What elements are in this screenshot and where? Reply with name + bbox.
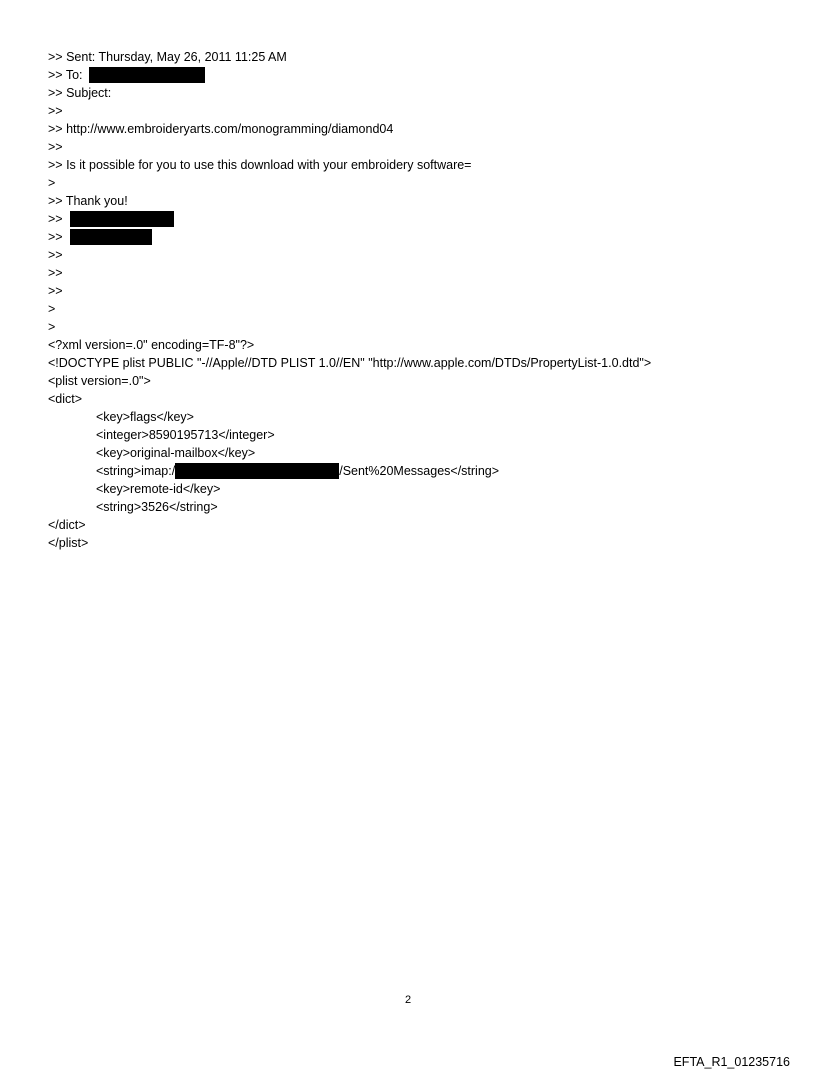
quote-line: > bbox=[48, 176, 56, 190]
dict-close-tag: </dict> bbox=[48, 518, 86, 532]
url-line: >> http://www.embroideryarts.com/monogramming/diamond04 bbox=[48, 122, 394, 136]
bates-number: EFTA_R1_01235716 bbox=[673, 1055, 790, 1069]
to-line bbox=[48, 66, 788, 84]
document-body bbox=[48, 48, 788, 552]
sent-line: >> Sent: Thursday, May 26, 2011 11:25 AM bbox=[48, 50, 287, 64]
thanks-line: >> Thank you! bbox=[48, 194, 128, 208]
page-number: 2 bbox=[404, 994, 412, 1006]
signature-line bbox=[48, 210, 788, 228]
quote-line: > bbox=[48, 302, 56, 316]
quote-line: >> bbox=[48, 140, 63, 154]
key-original-mailbox: <key>original-mailbox</key> bbox=[96, 446, 256, 460]
plist-close-tag: </plist> bbox=[48, 536, 89, 550]
key-flags: <key>flags</key> bbox=[96, 410, 194, 424]
quote-line: >> bbox=[48, 284, 63, 298]
redaction-block bbox=[70, 211, 174, 227]
redaction-block bbox=[175, 463, 339, 479]
quote-line: >> bbox=[48, 248, 63, 262]
doctype-line: <!DOCTYPE plist PUBLIC "-//Apple//DTD PLIST 1.0//EN" "http://www.apple.com/DTDs/PropertyList-1.0.dtd"> bbox=[48, 356, 652, 370]
signature-line bbox=[48, 228, 788, 246]
to-label: >> To: bbox=[48, 68, 86, 82]
quote-line: >> bbox=[48, 104, 63, 118]
string-imap bbox=[48, 462, 788, 480]
quote-prefix: >> bbox=[48, 212, 67, 226]
question-line: >> Is it possible for you to use this download with your embroidery software= bbox=[48, 158, 472, 172]
integer-flags: <integer>8590195713</integer> bbox=[96, 428, 275, 442]
redaction-block bbox=[70, 229, 152, 245]
plist-open-tag: <plist version=.0"> bbox=[48, 374, 151, 388]
string-remote-id: <string>3526</string> bbox=[96, 500, 218, 514]
redaction-block bbox=[89, 67, 205, 83]
imap-prefix: <string>imap:/ bbox=[96, 464, 176, 478]
imap-suffix: /Sent%20Messages</string> bbox=[339, 464, 500, 478]
quote-line: > bbox=[48, 320, 56, 334]
quote-prefix: >> bbox=[48, 230, 67, 244]
quote-line: >> bbox=[48, 266, 63, 280]
key-remote-id: <key>remote-id</key> bbox=[96, 482, 221, 496]
xml-declaration: <?xml version=.0" encoding=TF-8"?> bbox=[48, 338, 255, 352]
dict-open-tag: <dict> bbox=[48, 392, 83, 406]
subject-line: >> Subject: bbox=[48, 86, 112, 100]
